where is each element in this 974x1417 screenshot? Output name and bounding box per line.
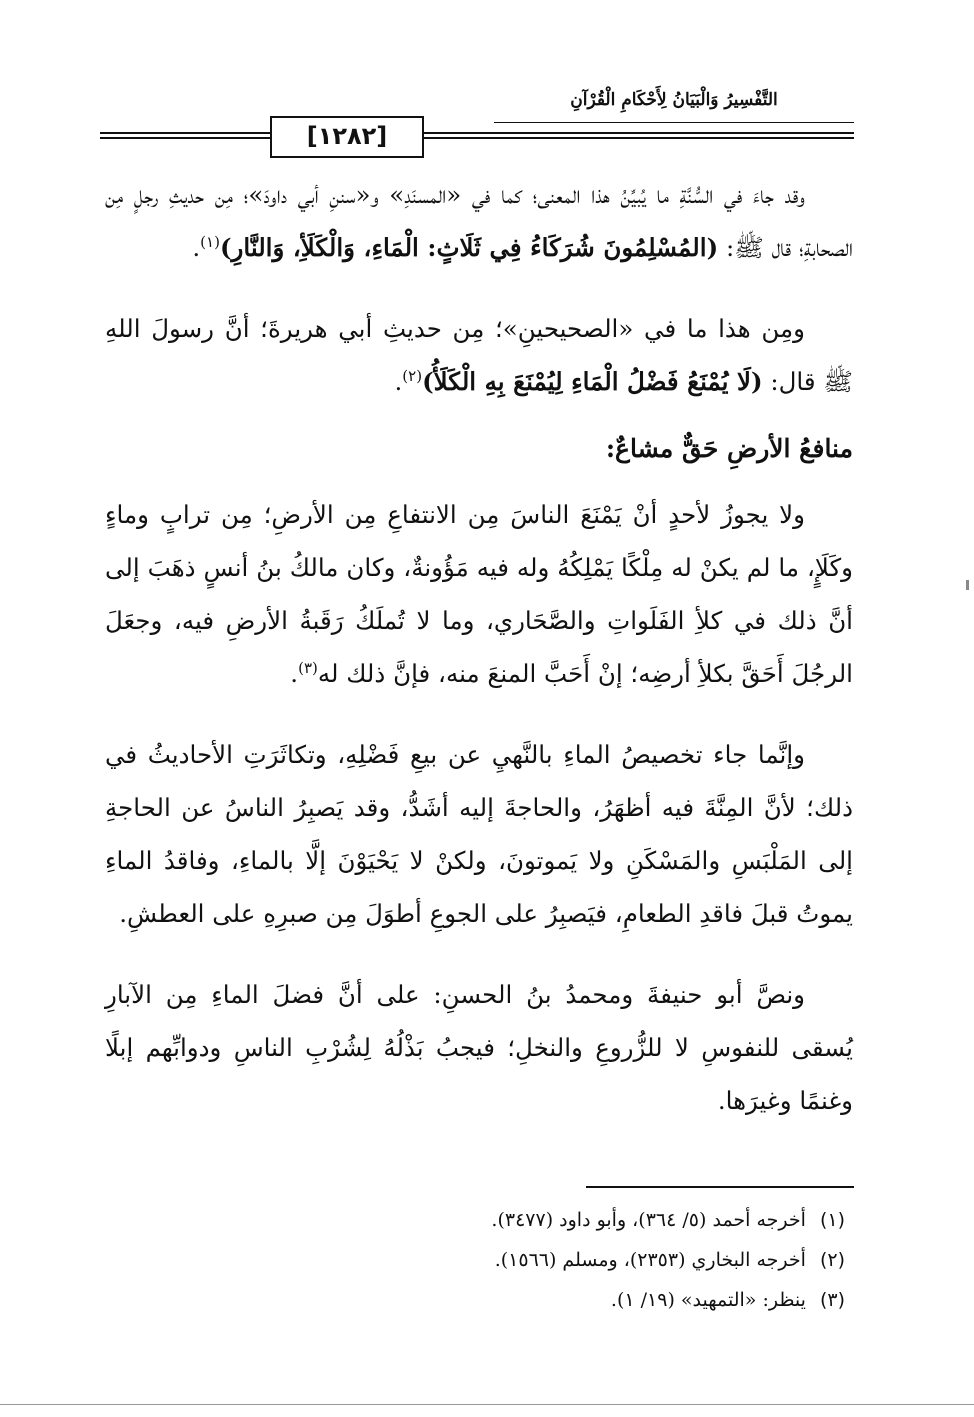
footnote-number: (١) — [819, 1209, 845, 1231]
footnotes — [105, 1200, 845, 1320]
paragraph — [105, 302, 853, 408]
footnote-text: أخرجه أحمد (٥/ ٣٦٤)، وأبو داود (٣٤٧٧). — [491, 1209, 806, 1231]
book-title: التَّفْسِيرُ وَالْبَيَانُ لِأَحْكَامِ الْقُرْآنِ — [570, 90, 778, 110]
paragraph-text: ومِن هذا ما في «الصحيحينِ»؛ مِن حديثِ أبي هريرةَ؛ أنَّ رسولَ اللهِ ﷺ قال: — [105, 314, 853, 396]
paragraph — [105, 968, 853, 1127]
page-body — [105, 168, 853, 1155]
footnote-ref: (١) — [200, 232, 220, 251]
paragraph-end: . — [394, 367, 403, 396]
paragraph-text: ولا يجوزُ لأحدٍ أنْ يَمْنَعَ الناسَ مِن الانتفاعِ مِن الأرضِ؛ مِن ترابٍ وماءٍ وكَلَإٍ، ما لم يكنْ له مِلْكًا يَمْلِكُهُ وله فيه مَؤُونةٌ، وكان مالكُ بنُ أنسٍ ذهَبَ إلى أنَّ ذلك في كلأِ الفَلَواتِ والصَّحَاري، وما لا تُملَكُ رَقَبةُ الأرضِ فيه، وجعَلَ الرجُلَ أَحَقَّ بكلأِ أرضِه؛ إنْ أَحَبَّ المنعَ منه، فإنَّ ذلك له — [105, 500, 853, 688]
hadith-quote: (المُسْلِمُونَ شُرَكَاءُ فِي ثَلَاثٍ: الْمَاءِ، وَالْكَلَأِ، وَالنَّارِ) — [219, 233, 719, 262]
paragraph — [105, 728, 853, 940]
footnote-number: (٣) — [819, 1289, 845, 1311]
page-number: [١٢٨٢] — [270, 116, 424, 158]
paragraph-end: . — [290, 659, 299, 688]
paragraph — [105, 168, 853, 274]
scan-edge-mark — [966, 580, 969, 590]
scan-edge-line — [0, 1404, 974, 1405]
paragraph-end: . — [192, 233, 201, 262]
book-title-underline — [494, 122, 854, 123]
footnote — [105, 1200, 845, 1240]
footnote-separator — [586, 1186, 854, 1188]
page-header — [100, 88, 854, 158]
paragraph-text: ونصَّ أبو حنيفةَ ومحمدُ بنُ الحسنِ: على أنَّ فضلَ الماءِ مِن الآبارِ يُسقى للنفوسِ لا للزُّروعِ والنخلِ؛ فيجبُ بَذْلُهُ لِشُرْبِ الناسِ ودوابِّهم إبلًا وغنمًا وغيرَها. — [105, 980, 853, 1115]
footnote-number: (٢) — [819, 1249, 845, 1271]
section-heading: منافعُ الأرضِ حَقٌّ مشاعٌ: — [605, 434, 853, 463]
footnote-text: أخرجه البخاري (٢٣٥٣)، ومسلم (١٥٦٦). — [494, 1249, 806, 1271]
header-rule — [100, 137, 854, 139]
header-rule — [100, 132, 854, 134]
hadith-quote: (لَا يُمْنَعُ فَضْلُ الْمَاءِ لِيُمْنَعَ بِهِ الْكَلَأُ) — [422, 367, 763, 396]
footnote — [105, 1280, 845, 1320]
footnote-ref: (٢) — [402, 366, 423, 385]
footnote — [105, 1240, 845, 1280]
footnote-ref: (٣) — [298, 658, 318, 677]
paragraph-text: وقد جاءَ في السُّنَّةِ ما يُبيِّنُ هذا المعنى؛ كما في «المسنَدِ» و«سننِ أبي داودَ»؛ مِن حديثِ رجلٍ مِن الصحابةِ؛ قال ﷺ: — [105, 180, 853, 262]
footnote-text: ينظر: «التمهيد» (١٩/ ١). — [610, 1289, 806, 1311]
paragraph-text: وإنَّما جاء تخصيصُ الماءِ بالنَّهيِ عن بيعِ فَضْلِهِ، وتكاثَرَتِ الأحاديثُ في ذلك؛ لأنَّ المِنَّةَ فيه أظهَرُ، والحاجةَ إليه أشَدُّ، وقد يَصبِرُ الناسُ عن الحاجةِ إلى المَلْبَسِ والمَسْكَنِ ولا يَموتونَ، ولكنْ لا يَحْيَوْنَ إلَّا بالماءِ، وفاقدُ الماءِ يموتُ قبلَ فاقدِ الطعامِ، فيَصبِرُ على الجوعِ أطوَلَ مِن صبرِهِ على العطشِ. — [105, 740, 853, 928]
paragraph — [105, 488, 853, 700]
